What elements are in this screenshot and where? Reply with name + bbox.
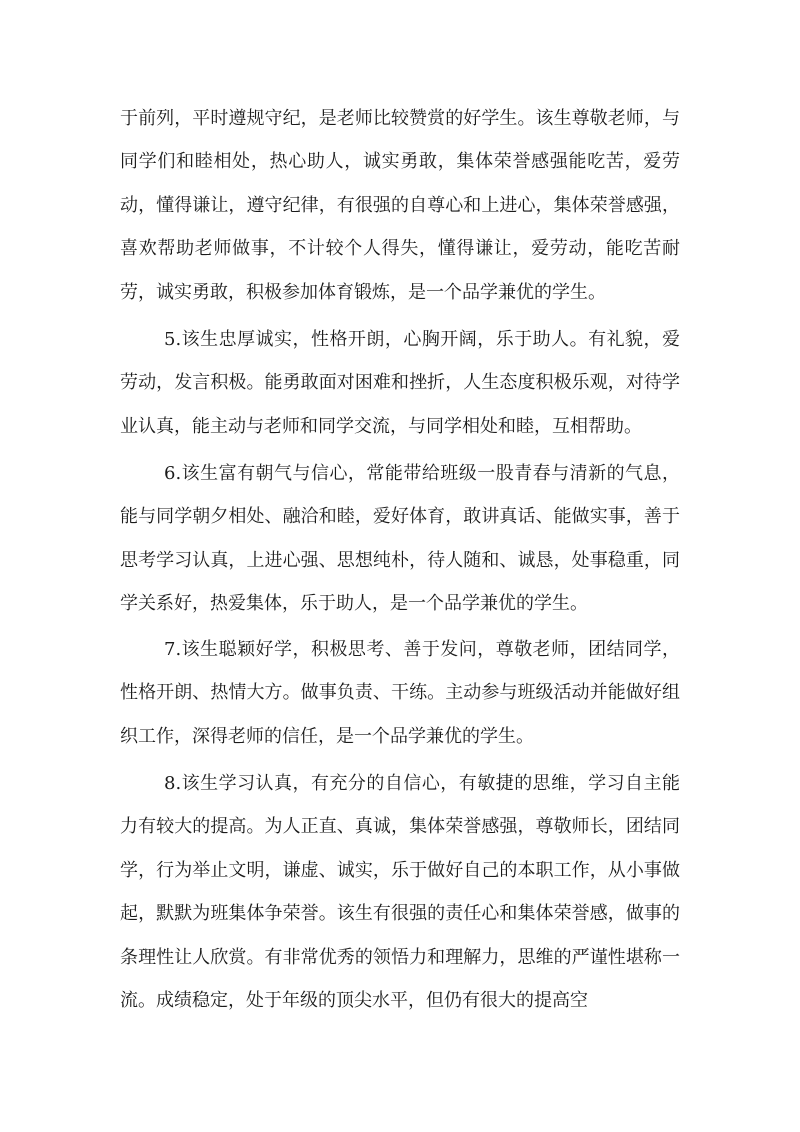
paragraph-continuation: 于前列，平时遵规守纪，是老师比较赞赏的好学生。该生尊敬老师，与同学们和睦相处，热心助人，诚实勇敢，集体荣誉感强能吃苦，爱劳动，懂得谦让，遵守纪律，有很强的自尊心和上进心，集体荣誉感强，喜欢帮助老师做事，不计较个人得失，懂得谦让，爱劳动，能吃苦耐劳，诚实勇敢，积极参加体育锻炼，是一个品学兼优的学生。 [120,108,680,303]
paragraph-item-6: 6.该生富有朝气与信心，常能带给班级一股青春与清新的气息，能与同学朝夕相处、融洽和睦，爱好体育，敢讲真话、能做实事，善于思考学习认真，上进心强、思想纯朴，待人随和、诚恳，处事稳重，同学关系好，热爱集体，乐于助人，是一个品学兼优的学生。 [120,463,680,615]
paragraph-item-5: 5.该生忠厚诚实，性格开朗，心胸开阔，乐于助人。有礼貌，爱劳动，发言积极。能勇敢面对困难和挫折，人生态度积极乐观，对待学业认真，能主动与老师和同学交流，与同学相处和睦，互相帮助。 [120,329,680,437]
paragraph-item-7: 7.该生聪颖好学，积极思考、善于发问，尊敬老师，团结同学，性格开朗、热情大方。做事负责、干练。主动参与班级活动并能做好组织工作，深得老师的信任，是一个品学兼优的学生。 [120,639,680,747]
paragraph-item-8: 8.该生学习认真，有充分的自信心，有敏捷的思维，学习自主能力有较大的提高。为人正直、真诚，集体荣誉感强，尊敬师长，团结同学，行为举止文明，谦虚、诚实，乐于做好自己的本职工作，从小事做起，默默为班集体争荣誉。该生有很强的责任心和集体荣誉感，做事的条理性让人欣赏。有非常优秀的领悟力和理解力，思维的严谨性堪称一流。成绩稳定，处于年级的顶尖水平，但仍有很大的提高空 [120,773,680,1012]
